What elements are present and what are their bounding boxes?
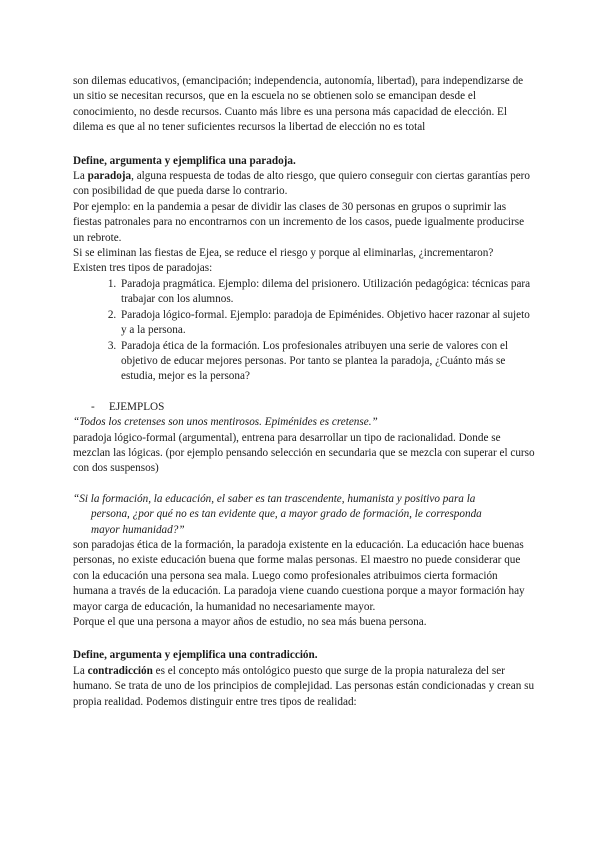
examples-label: - EJEMPLOS [91, 400, 535, 415]
contradiccion-definition [73, 664, 535, 710]
list-item: 1. Paradoja pragmática. Ejemplo: dilema del prisionero. Utilización pedagógica: técnicas para trabajar con los alumnos. [119, 277, 535, 308]
paradoja-definition [73, 169, 535, 200]
paradoja-heading: Define, argumenta y ejemplifica una paradoja. [73, 154, 296, 167]
quote-formacion [73, 492, 535, 538]
contradiccion-def-prefix: La [73, 664, 88, 677]
paradoja-types-list [73, 277, 535, 385]
quote-formacion-explanation: son paradojas ética de la formación, la paradoja existente en la educación. La educación hace buenas personas, no existe educación buena que forme malas personas. El maestro no puede considerar que con la educación una persona sea mala. Luego como profesionales atribuimos cierta formación humana a través de la educación. La paradoja viene cuando cuestiona porque a mayor formación hay mayor carga de educación, la humanidad no necesariamente mayor. [73, 538, 525, 613]
list-item: 2. Paradoja lógico-formal. Ejemplo: paradoja de Epiménides. Objetivo hacer razonar al sujeto y a la persona. [119, 308, 535, 339]
quote-epimenides-explanation: paradoja lógico-formal (argumental), entrena para desarrollar un tipo de racionalidad. Donde se mezclan las lógicas. (por ejemplo pensando selección en secundaria que se mezcla con superar el curso con dos suspensos) [73, 431, 535, 475]
paradoja-def-rest: , alguna respuesta de todas de alto riesgo, que quiero conseguir con ciertas garantías pero con posibilidad de que pueda darse lo contrario. [73, 170, 531, 198]
paradoja-term: paradoja [87, 170, 132, 183]
document-body [73, 74, 535, 710]
paradoja-types-intro: Existen tres tipos de paradojas: [73, 262, 213, 275]
paradoja-example: Por ejemplo: en la pandemia a pesar de dividir las clases de 30 personas en grupos o suprimir las fiestas patronales para no encontrarnos con un incremento de los casos, puede igualmente producirse un rebrote. [73, 200, 525, 244]
contradiccion-def-rest: es el concepto más ontológico puesto que surge de la propia naturaleza del ser humano. Se trata de uno de los principios de complejidad. Las personas están condicionadas y crean su propia realidad. Podemos distinguir entre tres tipos de realidad: [73, 664, 535, 708]
quote-formacion-line: mayor humanidad?” [91, 523, 185, 536]
contradiccion-term: contradicción [87, 664, 153, 677]
paradoja-def-prefix: La [73, 170, 88, 183]
paradoja-question: Si se eliminan las fiestas de Ejea, se reduce el riesgo y porque al eliminarlas, ¿incrementaron? [73, 247, 494, 260]
quote-formacion-line: persona, ¿por qué no es tan evidente que, a mayor grado de formación, le corresponda [91, 508, 482, 521]
contradiccion-heading: Define, argumenta y ejemplifica una contradicción. [73, 649, 318, 662]
paradoja-closing: Porque el que una persona a mayor años de estudio, no sea más buena persona. [73, 616, 427, 628]
intro-paragraph: son dilemas educativos, (emancipación; independencia, autonomía, libertad), para independizarse de un sitio se necesitan recursos, que en la escuela no se obtienen solo se emancipan desde el conocimiento, no desde recursos. Cuanto más libre es una persona más capacidad de elección. El dilema es que al no tener suficientes recursos la libertad de elección no es total [73, 75, 524, 134]
quote-epimenides: “Todos los cretenses son unos mentirosos. Epiménides es cretense.” [73, 416, 378, 429]
quote-formacion-line: “Si la formación, la educación, el saber es tan trascendente, humanista y positivo para la [73, 492, 476, 505]
list-item: 3. Paradoja ética de la formación. Los profesionales atribuyen una serie de valores con el objetivo de educar mejores personas. Por tanto se plantea la paradoja, ¿Cuánto más se estudia, mejor es la persona? [119, 339, 535, 385]
